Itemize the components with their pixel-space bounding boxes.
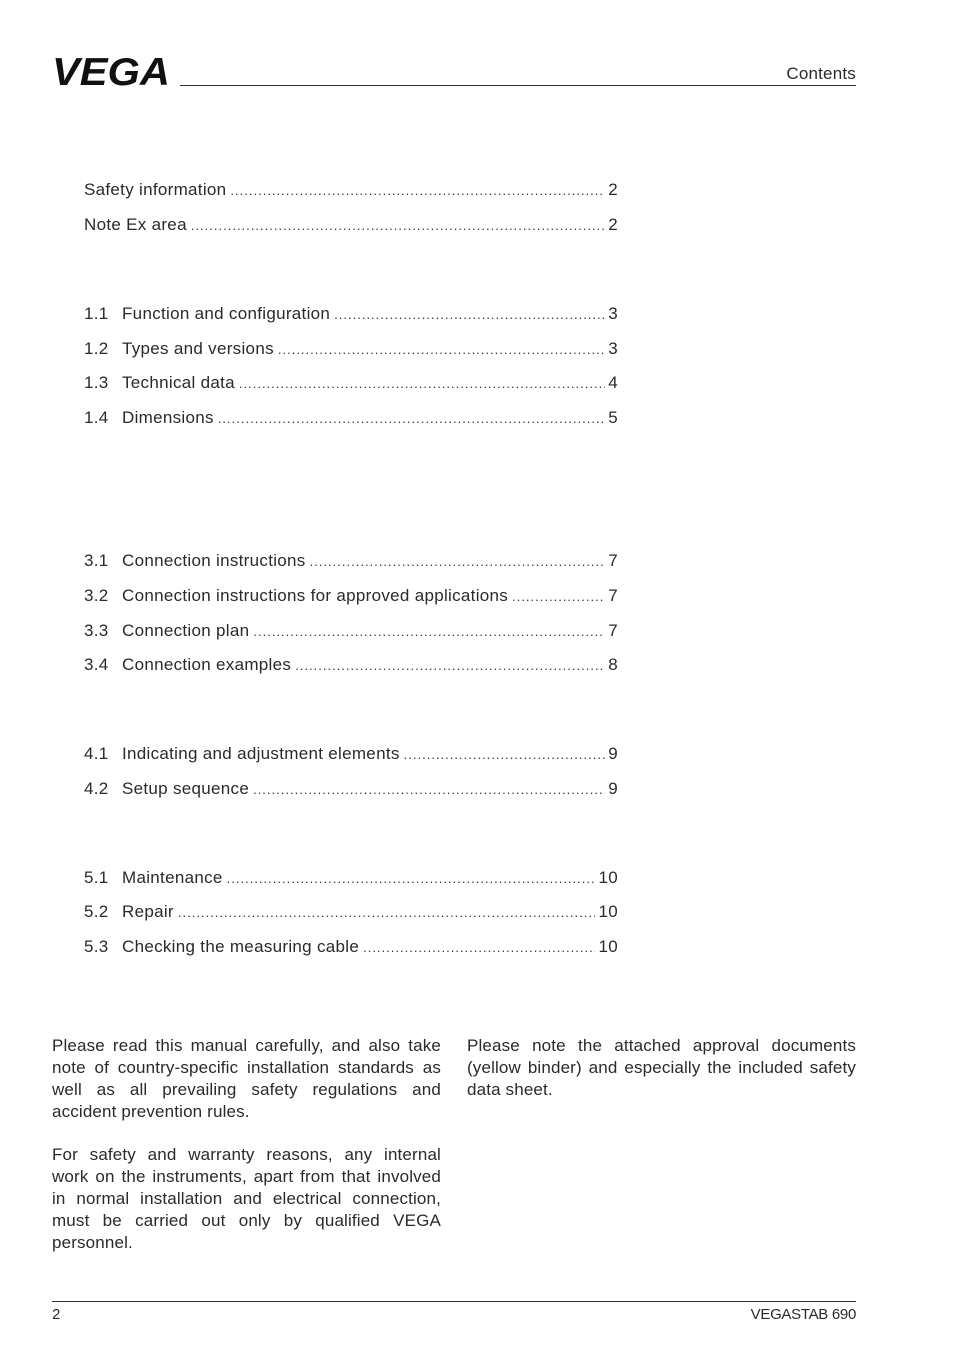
toc-leader-dots bbox=[218, 411, 605, 426]
toc-leader-dots bbox=[191, 218, 605, 233]
toc-entry-page: 7 bbox=[608, 551, 618, 570]
toc-entry-page: 3 bbox=[608, 339, 618, 358]
toc-entry-number: 4.2 bbox=[84, 779, 109, 798]
toc-entry-number: 4.1 bbox=[84, 744, 109, 763]
toc-entry-number: 5.2 bbox=[84, 902, 109, 921]
toc-entry-number: 1.2 bbox=[84, 339, 109, 358]
toc-entry-3-3[interactable] bbox=[84, 621, 618, 641]
intro-paragraph-2: For safety and warranty reasons, any internal work on the instruments, apart from that involved in normal installation and electrical connection, must be carried out only by qualified VEGA personnel. bbox=[52, 1145, 441, 1252]
toc-entry-label: Connection instructions for approved applications bbox=[122, 586, 509, 605]
toc-entry-page: 10 bbox=[598, 902, 618, 921]
toc-entry-page: 7 bbox=[608, 621, 618, 640]
toc-leader-dots bbox=[310, 554, 606, 569]
toc-entry-label: Technical data bbox=[122, 373, 235, 392]
toc-entry-label: Function and configuration bbox=[122, 304, 331, 323]
toc-entry-number: 3.2 bbox=[84, 586, 109, 605]
toc-entry-note-ex-area[interactable] bbox=[84, 215, 618, 235]
toc-entry-page: 9 bbox=[608, 744, 618, 763]
toc-entry-label: Repair bbox=[122, 902, 174, 921]
toc-entry-page: 9 bbox=[608, 779, 618, 798]
toc-entry-label: Checking the measuring cable bbox=[122, 937, 360, 956]
toc-leader-dots bbox=[404, 747, 606, 762]
toc-entry-number: 3.1 bbox=[84, 551, 109, 570]
toc-entry-number: 3.3 bbox=[84, 621, 109, 640]
toc-leader-dots bbox=[178, 905, 596, 920]
toc-entry-3-4[interactable] bbox=[84, 655, 618, 675]
toc-leader-dots bbox=[278, 342, 605, 357]
toc-entry-label: Indicating and adjustment elements bbox=[122, 744, 400, 763]
vega-logo bbox=[52, 55, 172, 87]
toc-entry-1-3[interactable] bbox=[84, 373, 618, 393]
toc-entry-5-1[interactable] bbox=[84, 868, 618, 888]
toc-entry-number: 3.4 bbox=[84, 655, 109, 674]
toc-entry-number: 5.3 bbox=[84, 937, 109, 956]
toc-leader-dots bbox=[334, 307, 605, 322]
toc-leader-dots bbox=[227, 871, 596, 886]
toc-entry-3-1[interactable] bbox=[84, 551, 618, 571]
toc-leader-dots bbox=[230, 183, 605, 198]
toc-entry-label: Connection examples bbox=[122, 655, 292, 674]
toc-entry-page: 7 bbox=[608, 586, 618, 605]
toc-entry-4-2[interactable] bbox=[84, 779, 618, 799]
toc-entry-label: Types and versions bbox=[122, 339, 274, 358]
toc-leader-dots bbox=[253, 624, 605, 639]
toc-entry-label: Dimensions bbox=[122, 408, 214, 427]
toc-entry-1-4[interactable] bbox=[84, 408, 618, 428]
toc-leader-dots bbox=[295, 658, 605, 673]
approval-paragraph: Please note the attached approval documents (yellow binder) and especially the included safety data sheet. bbox=[467, 1036, 856, 1099]
toc-entry-label: Safety information bbox=[84, 180, 227, 199]
toc-leader-dots bbox=[512, 589, 605, 604]
toc-entry-page: 2 bbox=[608, 180, 618, 199]
toc-entry-number: 1.3 bbox=[84, 373, 109, 392]
toc-entry-4-1[interactable] bbox=[84, 744, 618, 764]
intro-paragraph-1: Please read this manual carefully, and also take note of country-specific installation standards as well as all prevailing safety regulations and accident prevention rules. bbox=[52, 1036, 441, 1121]
toc-entry-label: Connection instructions bbox=[122, 551, 306, 570]
footer-product-name: VEGASTAB 690 bbox=[750, 1306, 856, 1323]
toc-leader-dots bbox=[239, 376, 605, 391]
toc-leader-dots bbox=[253, 782, 605, 797]
toc-entry-number: 5.1 bbox=[84, 868, 109, 887]
toc-entry-page: 5 bbox=[608, 408, 618, 427]
toc-entry-label: Maintenance bbox=[122, 868, 223, 887]
toc-entry-page: 4 bbox=[608, 373, 618, 392]
toc-entry-page: 10 bbox=[598, 937, 618, 956]
toc-entry-page: 10 bbox=[598, 868, 618, 887]
toc-entry-label: Note Ex area bbox=[84, 215, 187, 234]
footer-rule bbox=[52, 1301, 856, 1302]
toc-entry-1-1[interactable] bbox=[84, 304, 618, 324]
toc-entry-3-2[interactable] bbox=[84, 586, 618, 606]
toc-entry-page: 8 bbox=[608, 655, 618, 674]
toc-entry-5-3[interactable] bbox=[84, 937, 618, 957]
vega-logo-text: VEGA bbox=[52, 55, 170, 87]
toc-entry-5-2[interactable] bbox=[84, 902, 618, 922]
section-title: Contents bbox=[786, 64, 856, 83]
toc-entry-safety-information[interactable] bbox=[84, 180, 618, 200]
toc-entry-number: 1.1 bbox=[84, 304, 109, 323]
toc-leader-dots bbox=[363, 940, 595, 955]
toc-entry-number: 1.4 bbox=[84, 408, 109, 427]
toc-entry-label: Setup sequence bbox=[122, 779, 250, 798]
toc-entry-page: 3 bbox=[608, 304, 618, 323]
header-rule bbox=[180, 85, 856, 86]
toc-entry-label: Connection plan bbox=[122, 621, 250, 640]
footer-page-number: 2 bbox=[52, 1306, 61, 1323]
toc-entry-1-2[interactable] bbox=[84, 339, 618, 359]
toc-entry-page: 2 bbox=[608, 215, 618, 234]
